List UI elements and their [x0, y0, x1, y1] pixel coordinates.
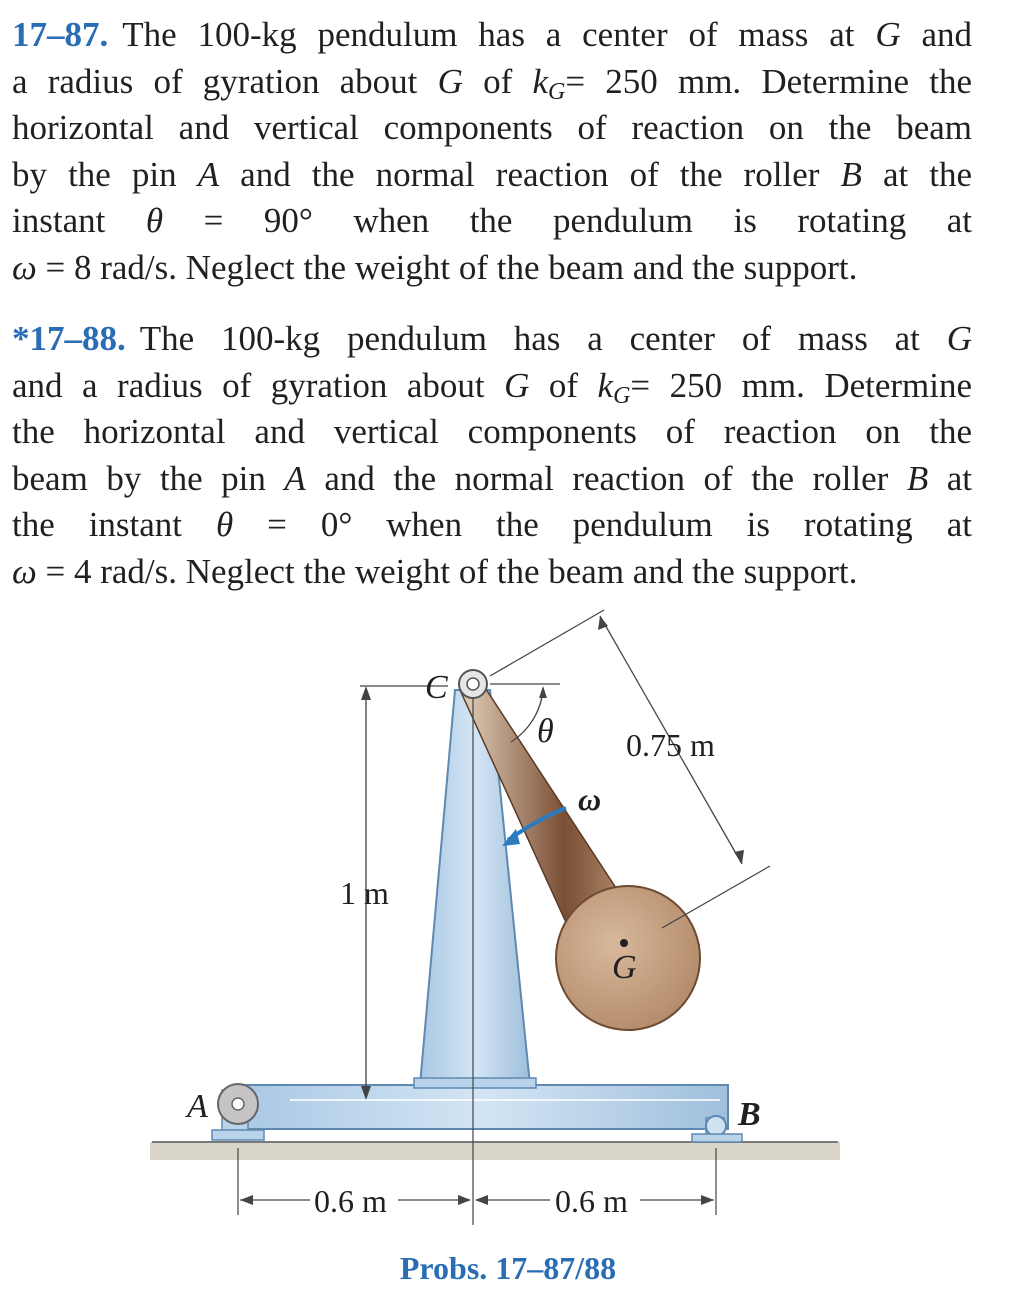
dim-right-label: 0.6 m	[555, 1183, 628, 1219]
roller-b	[706, 1116, 726, 1136]
problem-17-88: *17–88. The 100-kg pendulum has a center of mass at G and a radius of gyration about G of $k_G= 250$ mm. Determine the horizontal and vertical components of reaction on the beam by the pin A and the normal reaction of the roller B at the instant θ = 0° when the pendulum is rotating at ω = 4 rad/s. Neglect the weight of the beam and the support.	[12, 319, 973, 591]
label-theta: θ	[537, 713, 554, 750]
problem-number: *17–88.	[12, 319, 126, 358]
dim-height-label: 1 m	[340, 875, 389, 911]
pendulum-figure	[0, 600, 1016, 1312]
label-omega: ω	[578, 781, 602, 817]
label-a: A	[187, 1088, 208, 1125]
dim-left-label: 0.6 m	[314, 1183, 387, 1219]
dim-arm-label: 0.75 m	[626, 727, 715, 763]
problem-number: 17–87.	[12, 15, 109, 54]
label-c: C	[425, 669, 448, 706]
support-base	[414, 1078, 536, 1088]
ground	[150, 1142, 840, 1160]
label-b: B	[738, 1096, 761, 1133]
label-g: G	[612, 949, 637, 986]
beam	[238, 1085, 728, 1129]
problem-17-87: 17–87. The 100-kg pendulum has a center of mass at G and a radius of gyration about G of $k_G= 250$ mm. Determine the horizontal and vertical components of reaction on the beam by the pin A and the normal reaction of the roller B at the instant θ = 90° when the pendulum is rotating at ω = 8 rad/s. Neglect the weight of the beam and the support.	[12, 15, 973, 287]
center-of-mass	[620, 939, 628, 947]
figure-caption: Probs. 17–87/88	[399, 1250, 617, 1286]
